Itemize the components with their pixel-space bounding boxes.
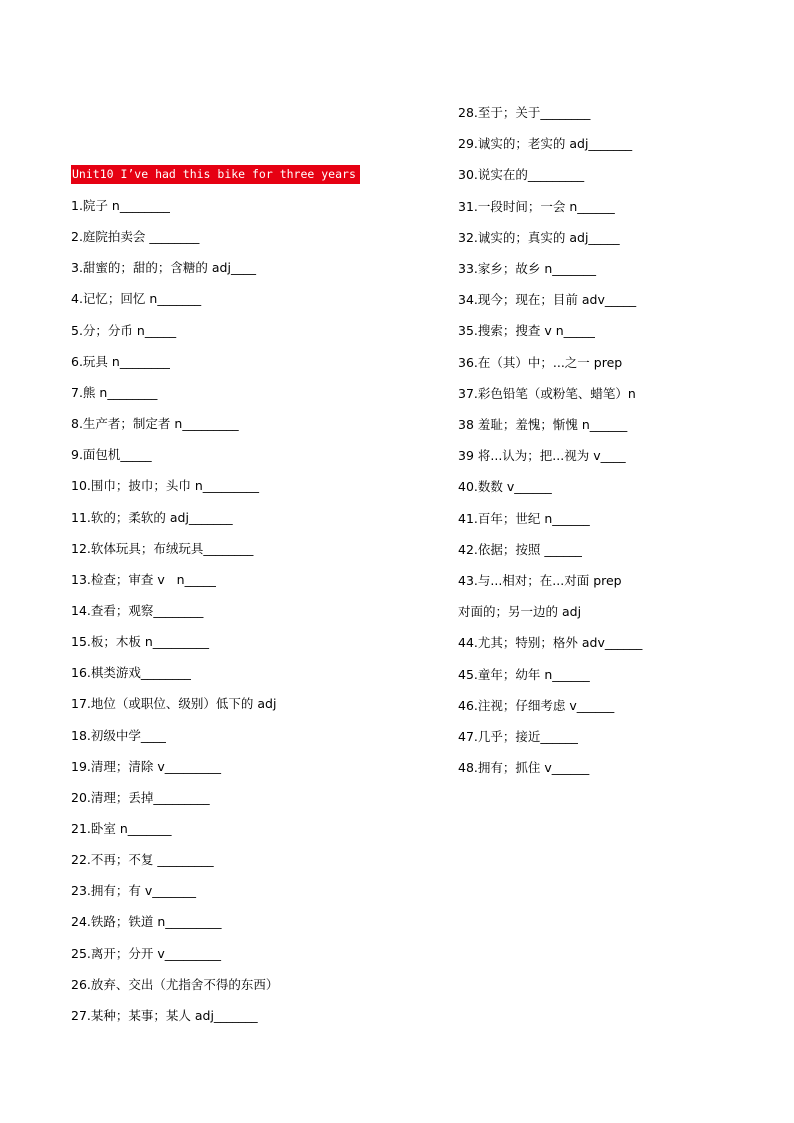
vocab-item: 16.棋类游戏________ — [71, 665, 191, 681]
vocab-item: 25.离开；分开 v_________ — [71, 945, 222, 961]
vocab-item: 24.铁路；铁道 n_________ — [71, 914, 222, 930]
vocab-item: 17.地位（或职位、级别）低下的 adj — [71, 696, 277, 712]
vocab-item: 26.放弃、交出（尤指舍不得的东西） — [71, 976, 279, 992]
vocab-item: 22.不再；不复 _________ — [71, 852, 214, 868]
vocab-item: 42.依据；按照 ______ — [458, 541, 582, 557]
vocab-item: 47.几乎；接近______ — [458, 729, 578, 744]
vocab-item: 19.清理；清除 v_________ — [71, 758, 222, 774]
vocab-item: 5.分；分币 n_____ — [71, 322, 177, 338]
vocab-item: 45.童年；幼年 n______ — [458, 666, 590, 682]
vocab-item: 11.软的；柔软的 adj_______ — [71, 509, 233, 525]
vocab-item: 28.至于；关于________ — [458, 105, 591, 120]
vocab-item: 40.数数 v______ — [458, 479, 552, 495]
vocab-item: 23.拥有；有 v_______ — [71, 883, 197, 899]
vocab-item: 29.诚实的；老实的 adj_______ — [458, 136, 633, 152]
vocab-item: 44.尤其；特别；格外 adv______ — [458, 635, 643, 651]
vocab-item: 46.注视；仔细考虑 v______ — [458, 697, 615, 713]
vocab-item: 37.彩色铅笔（或粉笔、蜡笔）n — [458, 385, 636, 401]
vocab-item: 7.熊 n________ — [71, 384, 158, 400]
vocab-item: 6.玩具 n________ — [71, 353, 170, 369]
vocab-item: 43.与...相对；在...对面 prep — [458, 573, 622, 588]
vocab-item: 30.说实在的_________ — [458, 167, 585, 183]
vocab-item: 4.记忆；回忆 n_______ — [71, 291, 202, 307]
vocab-item: 31.一段时间；一会 n______ — [458, 198, 615, 214]
vocab-item: 14.查看；观察________ — [71, 602, 204, 618]
vocab-item: 10.围巾；披巾；头巾 n_________ — [71, 478, 260, 494]
vocab-item: 3.甜蜜的；甜的；含糖的 adj____ — [71, 260, 256, 276]
vocab-item: 34.现今；现在；目前 adv_____ — [458, 292, 637, 308]
vocab-item: 1.院子 n________ — [71, 198, 170, 213]
vocab-item: 32.诚实的；真实的 adj_____ — [458, 229, 620, 245]
vocab-item: 8.生产者；制定者 n_________ — [71, 416, 239, 432]
vocab-item: 38 羞耻；羞愧；惭愧 n______ — [458, 417, 628, 432]
vocab-item: 36.在（其）中；...之一 prep — [458, 354, 623, 370]
vocab-item: 对面的；另一边的 adj — [458, 604, 582, 620]
vocab-item: 15.板；木板 n_________ — [71, 634, 210, 650]
vocab-item: 48.拥有；抓住 v______ — [458, 760, 590, 776]
vocab-item: 39 将...认为；把...视为 v____ — [458, 448, 626, 464]
vocab-item: 13.检查；审查 v n_____ — [71, 571, 216, 587]
unit-title: Unit10 I’ve had this bike for three years — [71, 165, 360, 184]
vocab-item: 2.庭院拍卖会 ________ — [71, 229, 200, 245]
vocab-item: 18.初级中学____ — [71, 727, 166, 743]
vocab-item: 12.软体玩具；布绒玩具________ — [71, 540, 254, 556]
vocab-item: 9.面包机_____ — [71, 447, 152, 463]
vocab-item: 27.某种；某事；某人 adj_______ — [71, 1007, 258, 1023]
vocab-item: 20.清理；丢掉_________ — [71, 789, 210, 805]
vocab-item: 21.卧室 n_______ — [71, 821, 172, 836]
vocab-item: 41.百年；世纪 n______ — [458, 510, 590, 526]
vocab-item: 35.搜索；搜查 v n_____ — [458, 323, 595, 339]
vocab-item: 33.家乡；故乡 n_______ — [458, 261, 597, 276]
